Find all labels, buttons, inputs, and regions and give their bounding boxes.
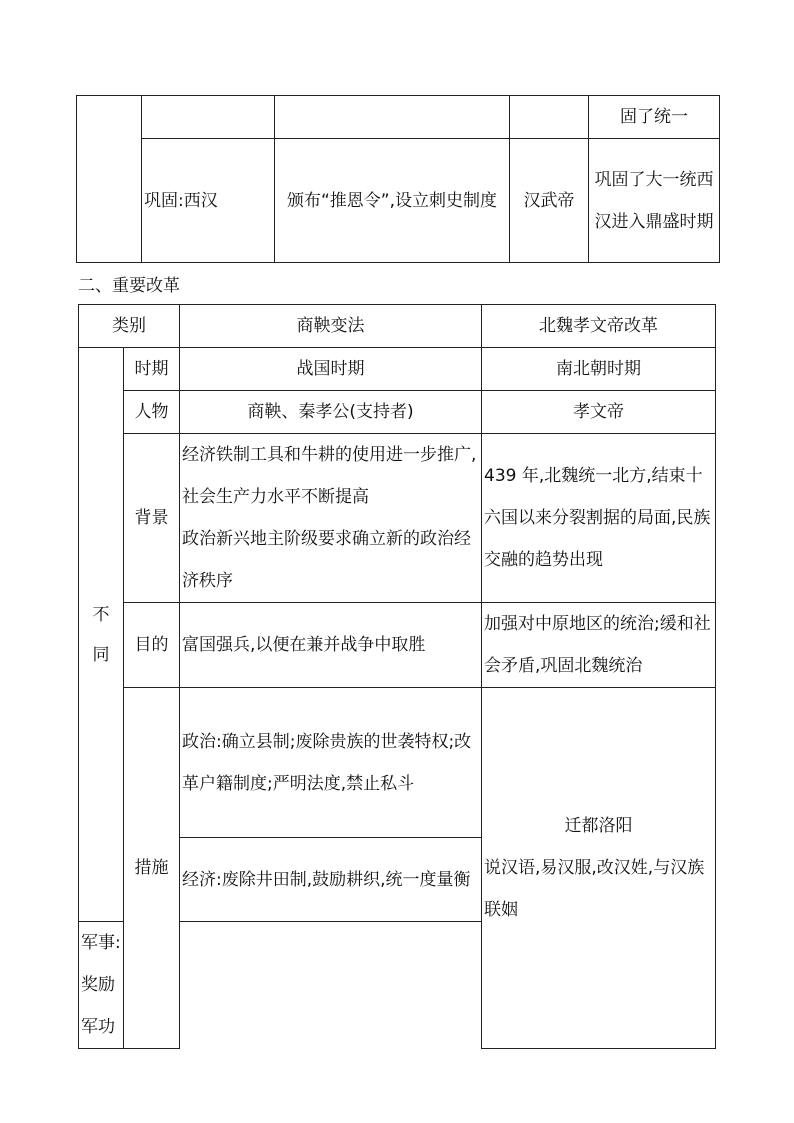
table1-effect-cell: 巩固了大一统西汉进入鼎盛时期 [589,139,720,263]
row-label-period: 时期 [124,348,180,391]
shang-measures-military: 军事:奖励军功 [79,922,124,1049]
row-label-background: 背景 [124,434,180,603]
beiwei-measure-sinicization: 说汉语,易汉服,改汉姓,与汉族联姻 [484,858,705,920]
row-label-purpose: 目的 [124,603,180,688]
section-title: 二、重要改革 [78,276,180,296]
table1-cell [510,96,589,139]
shang-purpose: 富国强兵,以便在兼并战争中取胜 [180,603,482,688]
shang-background-econ: 经济铁制工具和牛耕的使用进一步推广,社会生产力水平不断提高 [182,445,477,507]
table1-empty-first-col [77,96,142,263]
dynasty-table-fragment [76,95,720,263]
side-label-different [79,348,124,922]
shang-person: 商鞅、秦孝公(支持者) [180,391,482,434]
table1-event-cell: 巩固:西汉 [142,139,275,263]
header-category: 类别 [79,305,180,348]
row-label-person: 人物 [124,391,180,434]
shang-background [180,434,482,603]
reform-comparison-table [78,304,716,1049]
header-shang-yang-reform: 商鞅变法 [180,305,482,348]
table1-cell [275,96,510,139]
shang-background-politics: 政治新兴地主阶级要求确立新的政治经济秩序 [182,529,471,591]
beiwei-person: 孝文帝 [482,391,716,434]
beiwei-measures [482,688,716,1049]
shang-measures-politics: 政治:确立县制;废除贵族的世袭特权;改革户籍制度;严明法度,禁止私斗 [180,688,482,838]
beiwei-background: 439 年,北魏统一北方,结束十六国以来分裂割据的局面,民族交融的趋势出现 [482,434,716,603]
row-label-measures: 措施 [124,688,180,1049]
beiwei-purpose: 加强对中原地区的统治;缓和社会矛盾,巩固北魏统治 [482,603,716,688]
table1-person-cell: 汉武帝 [510,139,589,263]
table1-measure-cell: 颁布“推恩令”,设立刺史制度 [275,139,510,263]
beiwei-period: 南北朝时期 [482,348,716,391]
header-beiwei-reform: 北魏孝文帝改革 [482,305,716,348]
shang-period: 战国时期 [180,348,482,391]
side-label-text: 不同 [92,604,110,665]
table1-cell [142,96,275,139]
beiwei-measure-capital: 迁都洛阳 [564,816,633,836]
shang-measures-economy: 经济:废除井田制,鼓励耕织,统一度量衡 [180,838,482,922]
table1-effect-cell: 固了统一 [589,96,720,139]
